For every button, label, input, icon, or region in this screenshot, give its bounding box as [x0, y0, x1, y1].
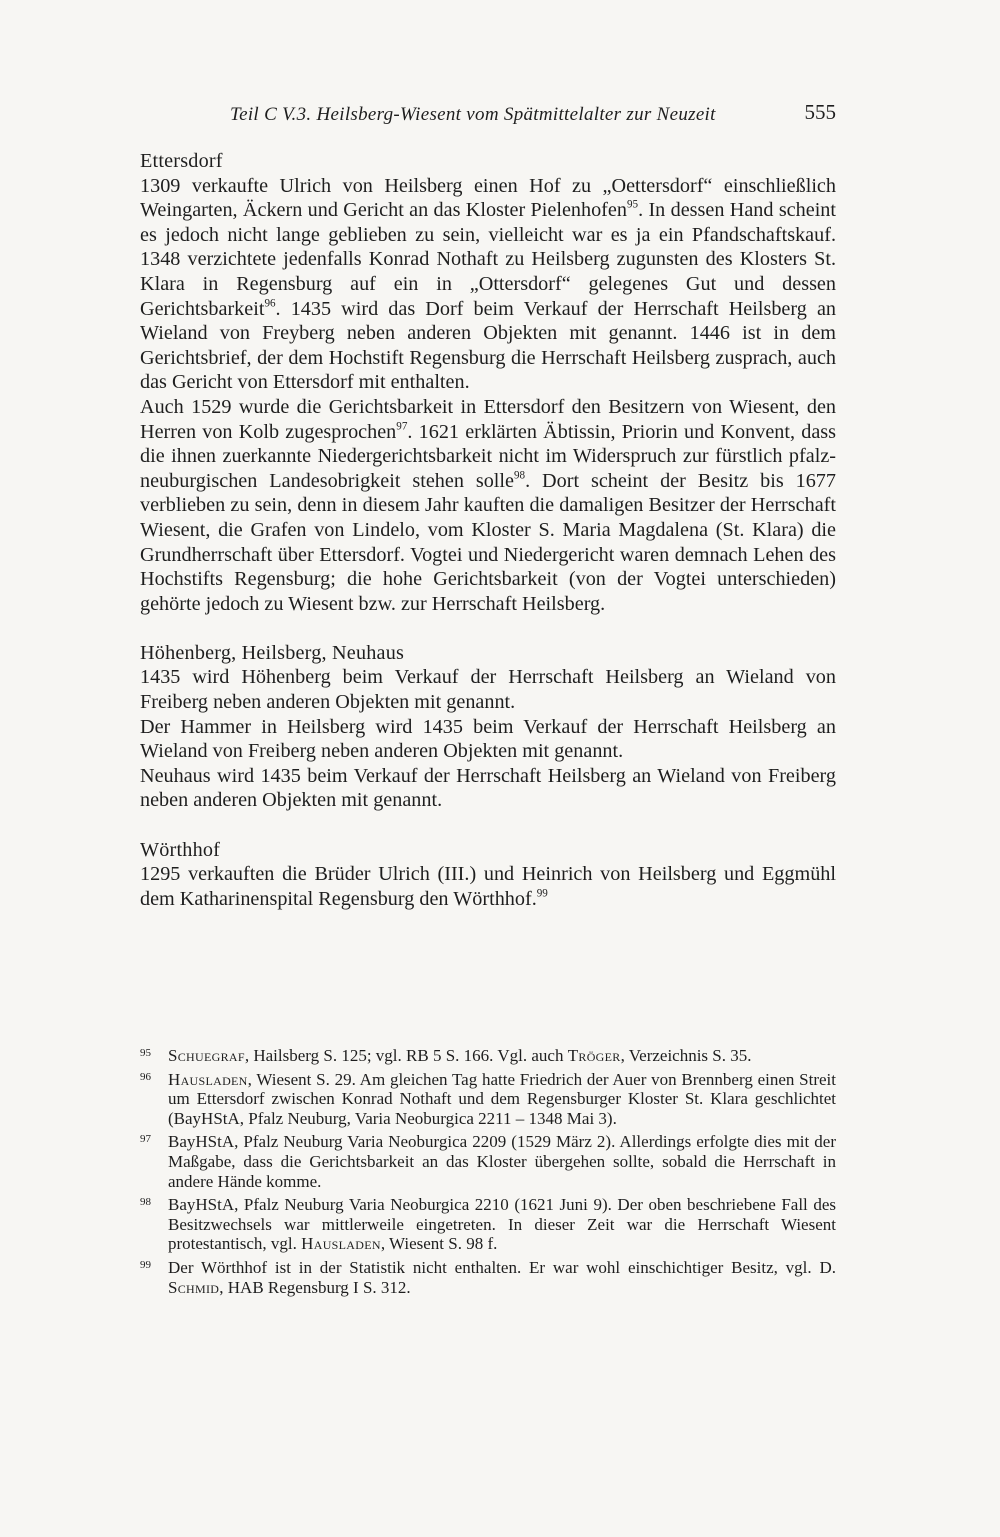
footnote-number: 97: [140, 1133, 151, 1146]
paragraph: Auch 1529 wurde die Gerichtsbarkeit in Ettersdorf den Besitzern von Wiesent, den Herren von Kolb zugesprochen$^{97}$. 1621 erklärten Äbtissin, Priorin und Konvent, dass die ihnen zuerkannte Niedergerichtsbarkeit nicht im Widerspruch zur fürstlich pfalz-neuburgischen Landesobrigkeit stehen solle$^{98}$. Dort scheint der Besitz bis 1677 verblieben zu sein, denn in diesem Jahr kauften die damaligen Besitzer der Herrschaft Wiesent, die Grafen von Lindelo, vom Kloster S. Maria Magdalena (St. Klara) die Grundherrschaft über Ettersdorf. Vogtei und Niedergericht waren demnach Lehen des Hochstifts Regensburg; die hohe Gerichtsbarkeit (von der Vogtei unterschieden) gehörte jedoch zu Wiesent bzw. zur Herrschaft Heilsberg.: [140, 395, 836, 615]
section-heading: Ettersdorf: [140, 150, 223, 172]
paragraph: 1435 wird Höhenberg beim Verkauf der Herrschaft Heilsberg an Wieland von Freiberg neben anderen Objekten mit genannt.: [140, 666, 836, 714]
footnote-ref[interactable]: 96: [264, 297, 276, 310]
running-head: Teil C V.3. Heilsberg-Wiesent vom Spätmittelalter zur Neuzeit: [230, 104, 716, 125]
footnote-ref[interactable]: 95: [626, 198, 639, 211]
footnote-number: 98: [140, 1196, 151, 1209]
footnote-number: 96: [140, 1070, 151, 1083]
section-heading: Höhenberg, Heilsberg, Neuhaus: [140, 641, 405, 664]
footnote: 99 Der Wörthhof ist in der Statistik nicht enthalten. Er war wohl einschichtiger Besitz, vgl. D. Schmid, HAB Regensburg I S. 312.: [140, 1257, 836, 1297]
footnote-number: 95: [140, 1047, 151, 1059]
main-text: [140, 149, 836, 936]
footnote: 95 Schuegraf, Hailsberg S. 125; vgl. RB 5 S. 166. Vgl. auch Tröger, Verzeichnis S. 35.: [140, 1046, 752, 1065]
footnote-ref[interactable]: 99: [536, 887, 548, 900]
page-number: 555: [804, 100, 836, 124]
footnotes: [140, 1046, 836, 1301]
section-heading: Wörthhof: [140, 838, 221, 861]
section-hoehenberg: [140, 641, 836, 813]
paragraph: 1295 verkauften die Brüder Ulrich (III.) und Heinrich von Heilsberg und Eggmühl dem Katharinenspital Regensburg den Wörthhof.$^{99}$: [140, 863, 836, 910]
footnote-number: 99: [140, 1258, 151, 1271]
section-ettersdorf: [140, 149, 836, 616]
footnote-ref[interactable]: 97: [396, 420, 408, 433]
footnote: 97 BayHStA, Pfalz Neuburg Varia Neoburgica 2209 (1529 März 2). Allerdings erfolgte dies mit der Maßgabe, dass die Gerichtsbarkeit an das Kloster übergehen sollte, sobald die Herrschaft in andere Hände komme.: [140, 1132, 836, 1191]
footnote: 98 BayHStA, Pfalz Neuburg Varia Neoburgica 2210 (1621 Juni 9). Der oben beschriebene Fall des Besitzwechsels war mittlerweile eingetreten. In dieser Zeit war die Herrschaft Wiesent protestantisch, vgl. Hausladen, Wiesent S. 98 f.: [140, 1195, 836, 1254]
footnote: 96 Hausladen, Wiesent S. 29. Am gleichen Tag hatte Friedrich der Auer von Brennberg einen Streit um Ettersdorf zwischen Konrad Nothaft und dem Regensburger Kloster St. Klara geschlichtet (BayHStA, Pfalz Neuburg, Varia Neoburgica 2211 – 1348 Mai 3).: [140, 1069, 836, 1128]
section-woerthhof: [140, 838, 836, 912]
footnote-ref[interactable]: 98: [513, 469, 526, 482]
page-header: [140, 100, 836, 130]
paragraph: Neuhaus wird 1435 beim Verkauf der Herrschaft Heilsberg an Wieland von Freiberg neben anderen Objekten mit genannt.: [140, 764, 836, 812]
paragraph: 1309 verkaufte Ulrich von Heilsberg einen Hof zu „Oettersdorf“ einschließlich Weingarten, Äckern und Gericht an das Kloster Pielenhofen$^{95}$. In dessen Hand scheint es jedoch nicht lange geblieben zu sein, vielleicht war es ja ein Pfandschaftskauf. 1348 verzichtete jedenfalls Konrad Nothaft zu Heilsberg zugunsten des Klosters St. Klara in Regensburg auf ein in „Ottersdorf“ gelegenes Gut und dessen Gerichtsbarkeit$^{96}$. 1435 wird das Dorf beim Verkauf der Herrschaft Heilsberg an Wieland von Freyberg neben anderen Objekten mit genannt. 1446 ist in dem Gerichtsbrief, der dem Hochstift Regensburg die Herrschaft Heilsberg zusprach, auch das Gericht von Ettersdorf mit enthalten.: [140, 174, 837, 394]
paragraph: Der Hammer in Heilsberg wird 1435 beim Verkauf der Herrschaft Heilsberg an Wieland von Freiberg neben anderen Objekten mit genannt.: [140, 715, 836, 763]
